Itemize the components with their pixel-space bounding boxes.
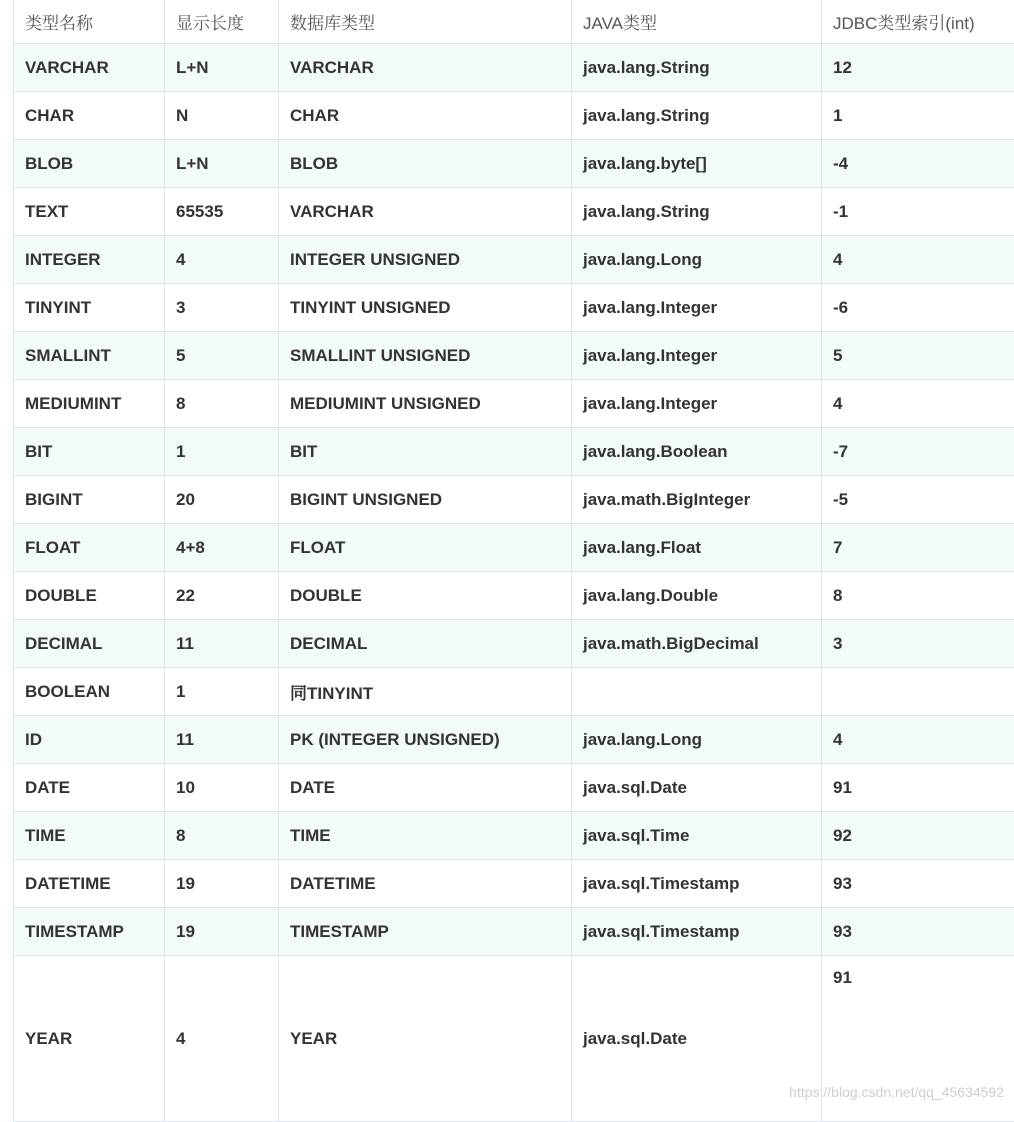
- display-length-cell: L+N: [165, 44, 279, 92]
- display-length-cell: 19: [165, 908, 279, 956]
- db-type-cell: DOUBLE: [279, 572, 572, 620]
- display-length-cell: 1: [165, 668, 279, 716]
- type-name-cell: ID: [14, 716, 165, 764]
- type-name-cell: VARCHAR: [14, 44, 165, 92]
- table-row: [14, 860, 1014, 908]
- jdbc-index-cell: -6: [822, 284, 1014, 332]
- display-length-cell: 1: [165, 428, 279, 476]
- table-row: [14, 332, 1014, 380]
- db-type-cell: DATETIME: [279, 860, 572, 908]
- type-name-cell: BOOLEAN: [14, 668, 165, 716]
- java-type-cell: java.sql.Timestamp: [572, 908, 822, 956]
- type-mapping-table: [13, 0, 1014, 1122]
- jdbc-index-cell: 91: [822, 764, 1014, 812]
- db-type-cell: PK (INTEGER UNSIGNED): [279, 716, 572, 764]
- watermark-text: https://blog.csdn.net/qq_45634592: [789, 1084, 1004, 1100]
- jdbc-index-cell: -5: [822, 476, 1014, 524]
- java-type-cell: java.lang.String: [572, 92, 822, 140]
- java-type-cell: java.lang.Long: [572, 236, 822, 284]
- table-row: [14, 620, 1014, 668]
- type-name-cell: BIGINT: [14, 476, 165, 524]
- table-row: [14, 764, 1014, 812]
- db-type-cell: TIMESTAMP: [279, 908, 572, 956]
- java-type-cell: java.sql.Date: [572, 956, 822, 1122]
- jdbc-index-cell: -1: [822, 188, 1014, 236]
- table-row: [14, 908, 1014, 956]
- db-type-cell: YEAR: [279, 956, 572, 1122]
- display-length-cell: 4+8: [165, 524, 279, 572]
- display-length-cell: 8: [165, 812, 279, 860]
- table-row: [14, 428, 1014, 476]
- db-type-cell: TIME: [279, 812, 572, 860]
- display-length-cell: 11: [165, 716, 279, 764]
- java-type-cell: java.lang.Boolean: [572, 428, 822, 476]
- java-type-cell: java.sql.Time: [572, 812, 822, 860]
- jdbc-index-cell: 3: [822, 620, 1014, 668]
- jdbc-index-cell: 93: [822, 860, 1014, 908]
- db-type-cell: BIT: [279, 428, 572, 476]
- type-name-cell: INTEGER: [14, 236, 165, 284]
- type-name-cell: BLOB: [14, 140, 165, 188]
- display-length-cell: 4: [165, 236, 279, 284]
- header-type-name: 类型名称: [14, 0, 165, 44]
- db-type-cell: BLOB: [279, 140, 572, 188]
- table-row: [14, 92, 1014, 140]
- display-length-cell: 8: [165, 380, 279, 428]
- db-type-cell: DATE: [279, 764, 572, 812]
- type-name-cell: TIME: [14, 812, 165, 860]
- db-type-cell: 同TINYINT: [279, 668, 572, 716]
- java-type-cell: java.math.BigDecimal: [572, 620, 822, 668]
- table-row: [14, 812, 1014, 860]
- type-name-cell: DECIMAL: [14, 620, 165, 668]
- type-name-cell: DOUBLE: [14, 572, 165, 620]
- jdbc-index-cell: 5: [822, 332, 1014, 380]
- jdbc-index-cell: -4: [822, 140, 1014, 188]
- jdbc-index-cell: 8: [822, 572, 1014, 620]
- java-type-cell: java.lang.Long: [572, 716, 822, 764]
- display-length-cell: 65535: [165, 188, 279, 236]
- display-length-cell: N: [165, 92, 279, 140]
- table-row: [14, 572, 1014, 620]
- table-row: [14, 284, 1014, 332]
- display-length-cell: 11: [165, 620, 279, 668]
- display-length-cell: 22: [165, 572, 279, 620]
- jdbc-index-cell: 92: [822, 812, 1014, 860]
- jdbc-index-cell: [822, 668, 1014, 716]
- db-type-cell: BIGINT UNSIGNED: [279, 476, 572, 524]
- table-header: [14, 0, 1014, 44]
- java-type-cell: java.math.BigInteger: [572, 476, 822, 524]
- java-type-cell: [572, 668, 822, 716]
- jdbc-index-cell: -7: [822, 428, 1014, 476]
- jdbc-index-cell: 4: [822, 236, 1014, 284]
- display-length-cell: L+N: [165, 140, 279, 188]
- type-name-cell: DATETIME: [14, 860, 165, 908]
- java-type-cell: java.sql.Timestamp: [572, 860, 822, 908]
- type-name-cell: DATE: [14, 764, 165, 812]
- table-row: [14, 188, 1014, 236]
- table-row: [14, 716, 1014, 764]
- table-row: [14, 524, 1014, 572]
- table-row: [14, 380, 1014, 428]
- table-row: [14, 140, 1014, 188]
- type-mapping-table-container: [13, 0, 1014, 1122]
- display-length-cell: 20: [165, 476, 279, 524]
- display-length-cell: 3: [165, 284, 279, 332]
- display-length-cell: 5: [165, 332, 279, 380]
- type-name-cell: TIMESTAMP: [14, 908, 165, 956]
- jdbc-index-cell: 4: [822, 716, 1014, 764]
- type-name-cell: MEDIUMINT: [14, 380, 165, 428]
- jdbc-index-cell: 91: [822, 956, 1014, 1122]
- jdbc-index-cell: 1: [822, 92, 1014, 140]
- java-type-cell: java.lang.Integer: [572, 380, 822, 428]
- db-type-cell: TINYINT UNSIGNED: [279, 284, 572, 332]
- table-row: [14, 44, 1014, 92]
- db-type-cell: INTEGER UNSIGNED: [279, 236, 572, 284]
- type-name-cell: BIT: [14, 428, 165, 476]
- db-type-cell: VARCHAR: [279, 188, 572, 236]
- table-row: [14, 236, 1014, 284]
- type-name-cell: YEAR: [14, 956, 165, 1122]
- header-jdbc-index: JDBC类型索引(int): [822, 0, 1014, 44]
- jdbc-index-cell: 7: [822, 524, 1014, 572]
- java-type-cell: java.lang.String: [572, 44, 822, 92]
- jdbc-index-cell: 12: [822, 44, 1014, 92]
- java-type-cell: java.lang.String: [572, 188, 822, 236]
- db-type-cell: FLOAT: [279, 524, 572, 572]
- java-type-cell: java.lang.Double: [572, 572, 822, 620]
- db-type-cell: SMALLINT UNSIGNED: [279, 332, 572, 380]
- type-name-cell: TEXT: [14, 188, 165, 236]
- type-name-cell: TINYINT: [14, 284, 165, 332]
- java-type-cell: java.lang.Integer: [572, 284, 822, 332]
- header-db-type: 数据库类型: [279, 0, 572, 44]
- java-type-cell: java.lang.Float: [572, 524, 822, 572]
- table-body: [14, 44, 1014, 1122]
- type-name-cell: SMALLINT: [14, 332, 165, 380]
- type-name-cell: FLOAT: [14, 524, 165, 572]
- java-type-cell: java.lang.Integer: [572, 332, 822, 380]
- jdbc-index-cell: 93: [822, 908, 1014, 956]
- header-java-type: JAVA类型: [572, 0, 822, 44]
- java-type-cell: java.lang.byte[]: [572, 140, 822, 188]
- db-type-cell: CHAR: [279, 92, 572, 140]
- table-row: [14, 476, 1014, 524]
- header-row: [14, 0, 1014, 44]
- table-row: [14, 668, 1014, 716]
- jdbc-index-cell: 4: [822, 380, 1014, 428]
- db-type-cell: MEDIUMINT UNSIGNED: [279, 380, 572, 428]
- display-length-cell: 4: [165, 956, 279, 1122]
- db-type-cell: DECIMAL: [279, 620, 572, 668]
- display-length-cell: 10: [165, 764, 279, 812]
- display-length-cell: 19: [165, 860, 279, 908]
- java-type-cell: java.sql.Date: [572, 764, 822, 812]
- db-type-cell: VARCHAR: [279, 44, 572, 92]
- type-name-cell: CHAR: [14, 92, 165, 140]
- header-display-length: 显示长度: [165, 0, 279, 44]
